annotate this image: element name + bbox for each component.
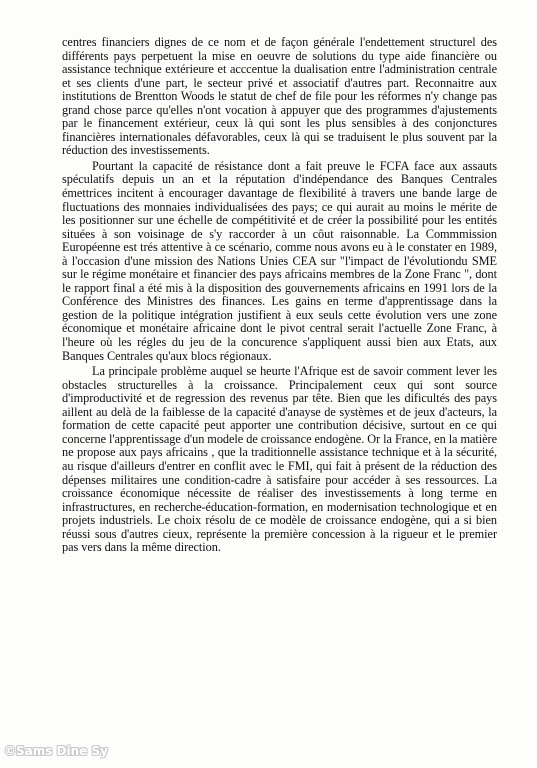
paragraph-2: Pourtant la capacité de résistance dont a fait preuve le FCFA face aux assauts spéculatifs depuis un an et la réputation d'indépendance des Banques Centrales émettrices incitent à encourager davantage de flexibilité à travers une bande large de fluctuations des monnaies individualisées des pays; ce qui aurait au moins le mérite de les positionner sur une échelle de compétitivité et de créer la possibilité pour les entités situées à son voisinage de s'y raccorder à un côut raisonnable. La Commmission Européenne est trés attentive à ce scénario, comme nous avons eu à le constater en 1989, à l'occasion d'une mission des Nations Unies CEA sur "l'impact de l'évolutiondu SME sur le régime monétaire et financier des pays africains membres de la Zone Franc ", dont le rapport final a été mis à la disposition des gouvernements africains en 1991 lors de la Conférence des Ministres des finances. Les gains en terme d'apprentissage dans la gestion de la politique intégration justifient à eux seuls cette évolution vers une zone économique et monétaire africaine dont le pivot central serait l'actuelle Zone Franc, à l'heure où les régles du jeu de la concurence s'appliquent aussi bien aux Etats, aux Banques Centrales qu'aux blocs régionaux. — [62, 158, 497, 363]
body-text — [62, 36, 497, 555]
copyright-watermark: ©Sams Dine Sy — [4, 744, 108, 758]
paragraph-3: La principale problème auquel se heurte l'Afrique est de savoir comment lever les obstacles structurelles à la croissance. Principalement ceux qui sont source d'improductivité et de regression des revenus par tête. Bien que les dificultés des pays aillent au delà de la faiblesse de la capacité d'anayse de systèmes et de jeux d'acteurs, la formation de cette capacité peut apporter une contribution décisive, surtout en ce qui concerne l'apprentissage d'un modele de croissance endogène. Or la France, en la matière ne propose aux pays africains , que la traditionnelle assistance technique et à la sécurité, au risque d'ailleurs d'entrer en conflit avec le FMI, qui fait à présent de la réduction des dépenses militaires une condition-cadre à satisfaire pour accéder à ses ressources. La croissance économique nécessite de réaliser des investissements à long terme en infrastructures, en recherche-éducation-formation, en modernisation technologique et en projets industriels. Le choix résolu de ce modèle de croissance endogène, qui a si bien réussi sous d'autres cieux, représente la première concession à la rigueur et le premier pas vers dans la même direction. — [62, 364, 498, 555]
paragraph-1: centres financiers dignes de ce nom et de façon générale l'endettement structurel des différents pays perpetuent la mise en oeuvre de solutions du type aide financière ou assistance technique extérieure et acccentue la dualisation entre l'administration centrale et ses clients d'une part, le secteur privé et associatif d'autres part. Reconnaitre aux institutions de Brentton Woods le statut de chef de file pour les réformes n'y change pas grand chose parce qu'elles n'ont vocation à appuyer que des programmes d'ajustements par le financement extérieur, ceux là qui sont les plus sensibles à des conjonctures financières internationales défavorables, ceux là qui se traduisent le plus souvent par la réduction des investissements. — [62, 35, 497, 158]
